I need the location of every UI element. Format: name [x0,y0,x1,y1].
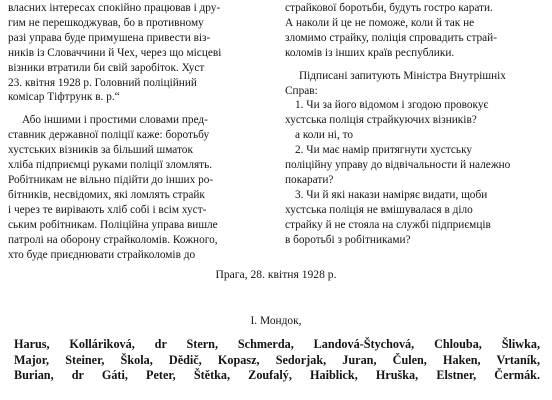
right-line: Підписані запитують Міністра Внутрішніх [299,69,506,82]
left-line: хто буде приєднювати страйколомів до [8,248,196,261]
right-line: а коли ні, то [295,129,354,142]
left-line: хустських візників за більший шматок [8,144,193,157]
signer-name: І. Мондок, [250,315,302,327]
paragraph-gap [285,61,547,69]
left-line: хліба підприємці руками поліції зломлять. [8,159,213,172]
signatories-line: Major, Steiner, Škola, Dědič, Kopasz, Sedorjak, Juran, Čulen, Haken, Vrtaník, [14,352,540,367]
left-line: Робітникам не вільно підійти до інших ро- [8,173,214,186]
signatories-line: Harus, Kolláriková, dr Stern, Schmerda, Landová-Štychová, Chlouba, Šliwka, [14,337,540,351]
question-3: 3. Чи й які накази наміряє видати, щоби [295,188,488,201]
right-line: хустська поліція не вмішувалася в діло [285,203,473,216]
left-line: ників із Словаччини й Чех, через що місцеві [8,46,222,59]
left-column [8,1,274,262]
place-date: Прага, 28. квітня 1928 р. [215,268,337,281]
right-line: в боротьбі з робітниками? [285,233,411,246]
question-1: 1. Чи за його відомом і згодою провокує [295,99,489,112]
question-2: 2. Чи має намір притягнути хустську [295,144,473,157]
right-line: зломимо страйку, поліція спровадить страй- [285,31,497,44]
paragraph-gap [8,105,274,113]
right-line: страйкової боротьби, будуть гостро карати. [285,2,493,14]
left-line: разі управа буде примушена привести віз- [8,31,211,44]
left-line: власних інтересах спокійно працював і дру- [8,2,221,14]
right-line: А наколи й це не поможе, коли й так не [285,16,475,29]
left-line: 23. квітня 1928 р. Головний поліційний [8,76,197,89]
right-column [285,1,547,248]
left-line: візники втратили би свій заробіток. Хуст [8,61,205,74]
right-line: страйку й не стояла на службі підприємців [285,218,491,231]
left-line: ставник державної поліції каже: боротьбу [8,129,210,142]
signatories-line: Burian, dr Gáti, Peter, Štětka, Zoufalý, Haiblick, Hruška, Elstner, Čermák. [14,368,540,383]
right-line: коломів із інших країв республики. [285,46,455,59]
left-line: Або іншими і простими словами пред- [22,114,208,127]
left-line: патролі на оборону страйколомів. Кожного, [8,233,218,246]
right-line: покарати? [285,173,334,186]
left-line: ським робітникам. Поліційна управа вишле [8,218,218,231]
right-line: хустська поліція страйкуючих візників? [285,114,477,127]
right-line: поліційну управу до відвічальности й належно [285,159,511,172]
right-line: Справ: [285,84,318,97]
left-line: гим не перешкоджував, бо в противному [8,16,204,29]
left-line: комісар Тіфтрунк в. р.“ [8,91,120,104]
left-line: і через те вирівають хліб собі і всім хуст- [8,203,207,216]
signatories-list [14,337,540,384]
left-line: бітників, несвідомих, які ломлять страйк [8,188,205,201]
